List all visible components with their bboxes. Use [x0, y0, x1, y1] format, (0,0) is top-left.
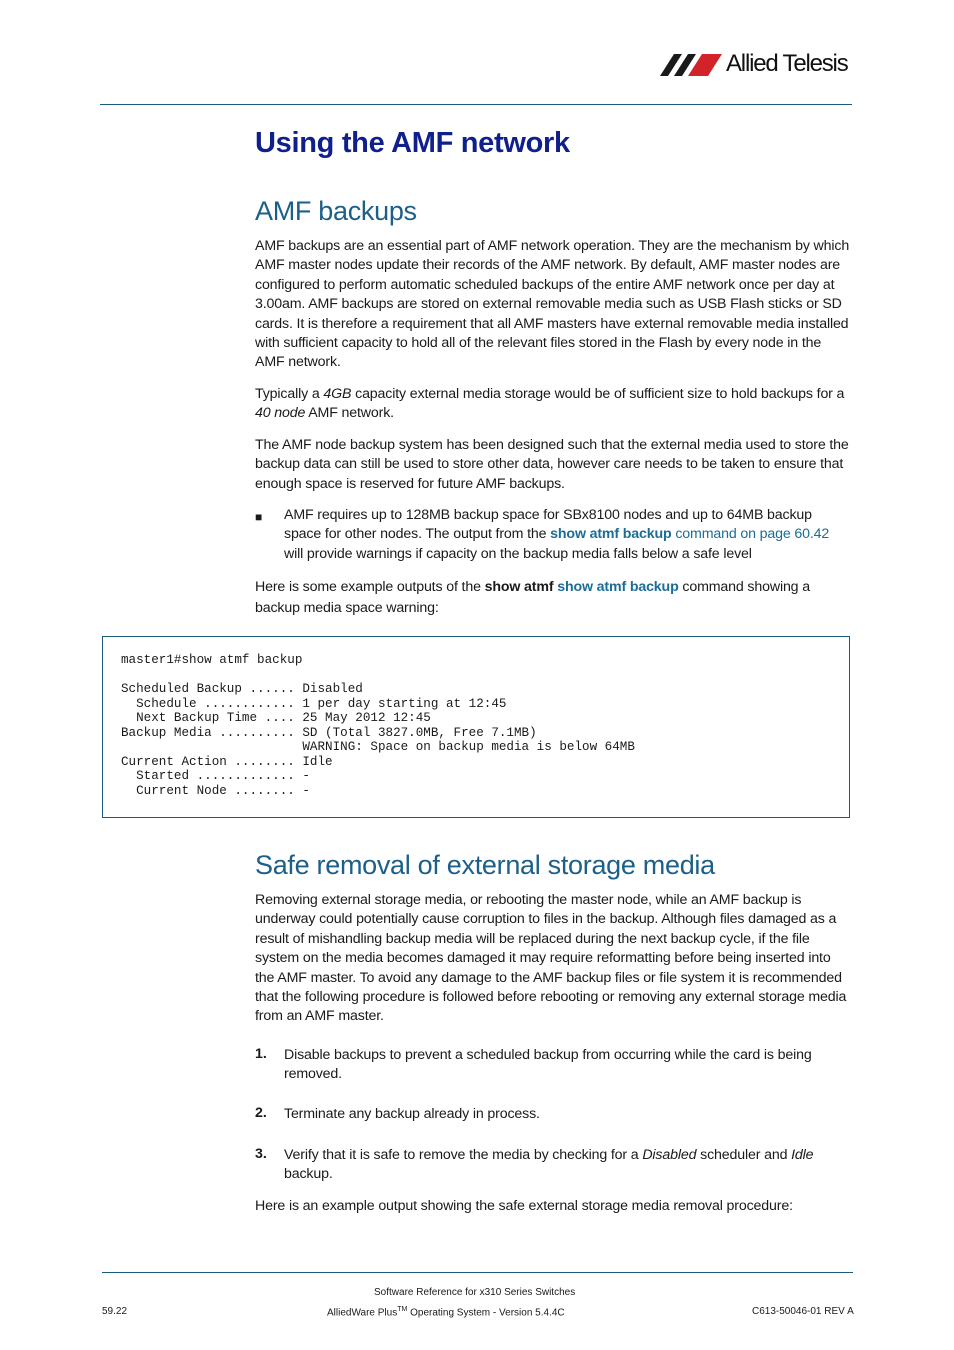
show-atmf-backup-link[interactable]: show atmf backup — [550, 526, 672, 543]
paragraph-removal: Removing external storage media, or rebooting the master node, while an AMF backup is underway could potentially cause corruption to files in the backup. Although files damaged as a result of mishandling backup media will be replaced during the next backup cycle, if the file system on the media becomes damaged it may require reformatting before being inserted into the AMF master. To avoid any damage to the AMF backup files or file system it is recommended that the following procedure is followed before rebooting or removing any external storage media from an AMF master. — [255, 892, 847, 1025]
step-number-1: 1. — [255, 1046, 267, 1062]
footer-os-version: AlliedWare Plus™ Operating System - Version 5.4.4C — [327, 1306, 565, 1319]
footer-page-number: 59.22 — [102, 1306, 128, 1317]
code-example-box — [102, 636, 850, 818]
footer-doc-id: C613-50046-01 REV A — [752, 1306, 854, 1317]
step-text-1: Disable backups to prevent a scheduled backup from occurring while the card is being removed. — [284, 1047, 812, 1083]
paragraph-example-output: Here is an example output showing the safe external storage media removal procedure: — [255, 1198, 793, 1214]
allied-telesis-logo — [660, 50, 855, 80]
section-heading-amf-backups: AMF backups — [255, 196, 417, 226]
step-text-2: Terminate any backup already in process. — [284, 1106, 540, 1122]
header-rule — [100, 104, 852, 105]
section-heading-safe-removal: Safe removal of external storage media — [255, 850, 715, 880]
step-text-3: Verify that it is safe to remove the media by checking for a Disabled scheduler and Idle backup. — [284, 1147, 814, 1183]
bullet-square-icon: ■ — [255, 510, 263, 524]
paragraph-capacity: Typically a 4GB capacity external media storage would be of sufficient size to hold backups for a 40 node AMF network. — [255, 386, 845, 422]
page-ref-link[interactable]: command on page 60.42 — [671, 526, 830, 543]
code-output: master1#show atmf backup Scheduled Backup ...... Disabled Schedule ............ 1 per day starting at 12:45 Next Backup Time .... 25 May 2012 12:45 Backup Media .......... SD (Total 3827.0MB, Free 7.1MB) WARNING: Space on backup media is below 64MB Current Action ........ Idle Started ............. - Current Node ........ - — [121, 653, 635, 798]
paragraph-intro: AMF backups are an essential part of AMF network operation. They are the mechanism by which AMF master nodes update their records of the AMF network. By default, AMF master nodes are configured to perform automatic scheduled backups of the entire AMF network once per day at 3.00am. AMF backups are stored on external removable media such as USB Flash sticks or SD cards. It is therefore a requirement that all AMF masters have external removable media installed with sufficient capacity to hold all of the relevant files stored in the Flash by every node in the AMF network. — [255, 238, 850, 371]
bullet-item: AMF requires up to 128MB backup space for SBx8100 nodes and up to 64MB backup space for other nodes. The output from the show atmf backup command on page 60.42 will provide warnings if capacity on the backup media falls below a safe level — [284, 507, 830, 562]
step-number-3: 3. — [255, 1146, 267, 1162]
logo-mark-icon — [660, 52, 722, 78]
footer-rule — [102, 1272, 853, 1273]
page-title: Using the AMF network — [255, 127, 570, 159]
footer-title: Software Reference for x310 Series Switches — [374, 1287, 576, 1298]
paragraph-design: The AMF node backup system has been designed such that the external media used to store the backup data can still be used to store other data, however care needs to be taken to ensure that enough space is reserved for future AMF backups. — [255, 437, 849, 492]
logo-text: Allied Telesis — [726, 50, 848, 77]
show-atmf-backup-link-2[interactable]: show atmf backup — [557, 579, 679, 595]
step-number-2: 2. — [255, 1105, 267, 1121]
paragraph-example-intro: Here is some example outputs of the show atmf show atmf backup command showing a backup media space warning: — [255, 579, 810, 616]
